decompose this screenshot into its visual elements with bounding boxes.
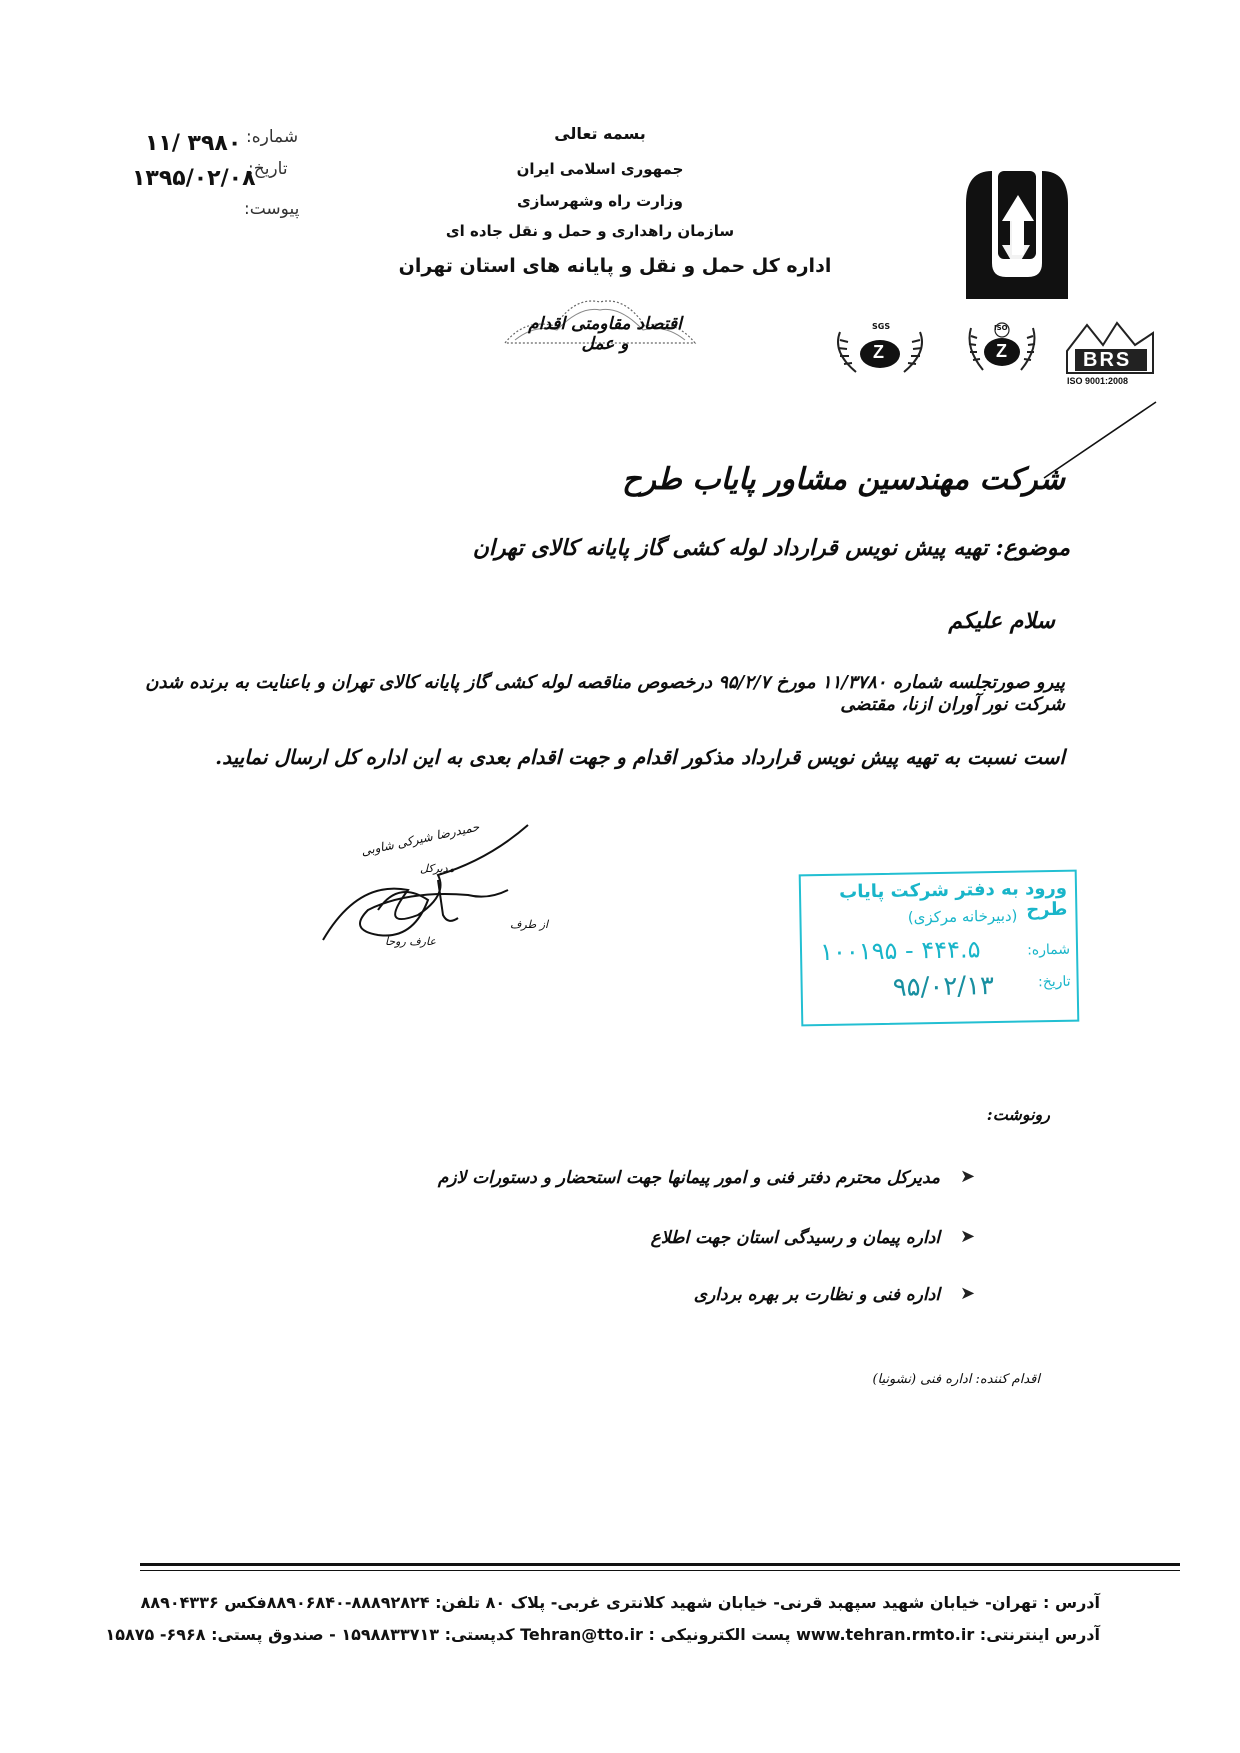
stamp-line-2: (دبیرخانه مرکزی) — [907, 906, 1018, 927]
brs-iso-badge — [1065, 315, 1155, 387]
signature-sub: عارف روحا — [385, 935, 436, 948]
receipt-stamp — [799, 870, 1080, 1027]
number-label: شماره: — [246, 127, 299, 147]
iso-small-text: ISO — [994, 324, 1008, 332]
subject-line: موضوع: تهیه پیش نویس قرارداد لوله کشی گاز پایانه کالای تهران — [472, 535, 1070, 561]
action-by: اقدام کننده: اداره فنی (نشونیا) — [872, 1372, 1040, 1387]
attachment-label: پیوست: — [244, 199, 300, 219]
number-value: ۱۱/ ۳۹۸۰ — [145, 131, 242, 156]
header-republic: جمهوری اسلامی ایران — [516, 160, 684, 178]
footer-address: آدرس : تهران- خیابان شهید سپهبد قرنی- خیابان شهید کلانتری غربی- پلاک ۸۰ تلفن: ۸۸۸۹۲۸۲۴-۸۸۹۰۶۸۴۰فکس ۸۸۹۰۴۳۳۶ — [140, 1593, 1100, 1612]
header-department: اداره کل حمل و نقل و پایانه های استان تهران — [398, 255, 832, 277]
footer-divider — [140, 1563, 1180, 1566]
stamp-date-label: تاریخ: — [1037, 973, 1071, 991]
cc-item-3: اداره فنی و نظارت بر بهره برداری — [693, 1285, 940, 1305]
stamp-number-label: شماره: — [1027, 941, 1071, 959]
cc-item-1: مدیرکل محترم دفتر فنی و امور پیمانها جهت استحضار و دستورات لازم — [437, 1168, 940, 1188]
stamp-number-value: ۱۰۰۱۹۵ - ۴۴۴.۵ — [819, 935, 981, 967]
header-bismillah: بسمه تعالی — [554, 124, 646, 143]
cc-item-2: اداره پیمان و رسیدگی استان جهت اطلاع — [650, 1228, 940, 1248]
from-label: از طرف — [510, 918, 549, 931]
brs-text: BRS — [1083, 349, 1132, 371]
greeting: سلام علیکم — [948, 608, 1055, 634]
recipient: شرکت مهندسین مشاور پایاب طرح — [622, 462, 1065, 497]
cc-title: رونوشت: — [986, 1105, 1050, 1124]
footer-online: آدرس اینترنتی: www.tehran.rmto.ir پست الکترونیکی : Tehran@tto.ir کدپستی: ۱۵۹۸۸۳۳۷۱۳ - صندوق پستی: ۶۹۶۸- ۱۵۸۷۵ — [105, 1625, 1100, 1644]
cc-bullet-icon-3: ➤ — [960, 1283, 976, 1304]
iso-wreath-badge — [963, 318, 1041, 380]
stamp-date-value: ۹۵/۰۲/۱۳ — [892, 971, 995, 1003]
body-line-1: پیرو صورتجلسه شماره ۱۱/۳۷۸۰ مورخ ۹۵/۲/۷ درخصوص مناقصه لوله کشی گاز پایانه کالای تهران و باعنایت به برنده شدن شرکت نور آوران ازنا، مقتضی — [145, 672, 1065, 715]
signer-title: مدیرکل — [420, 862, 455, 875]
header-organization: سازمان راهداری و حمل و نقل جاده ای — [445, 222, 735, 240]
organization-logo — [962, 165, 1072, 303]
date-label: تاریخ: — [248, 159, 288, 179]
sgs-wreath-badge — [830, 320, 930, 380]
cc-bullet-icon-1: ➤ — [960, 1166, 976, 1187]
slogan-text: اقتصاد مقاومتی اقدام و عمل — [528, 314, 682, 354]
signer-name: حمیدرضا شیرکی شاوبی — [359, 819, 481, 859]
z-letter-2: Z — [873, 342, 884, 362]
date-value: ۱۳۹۵/۰۲/۰۸ — [132, 166, 256, 191]
slogan-ornament — [495, 288, 705, 356]
stamp-line-1: ورود به دفتر شرکت پایاب طرح — [838, 877, 1068, 921]
cc-bullet-icon-2: ➤ — [960, 1226, 976, 1247]
z-letter-1: Z — [996, 341, 1007, 361]
iso-standard-text: ISO 9001:2008 — [1067, 376, 1129, 386]
body-line-2: است نسبت به تهیه پیش نویس قرارداد مذکور اقدام و جهت اقدام بعدی به این اداره کل ارسال نمایید. — [215, 745, 1065, 769]
footer-divider-thin — [140, 1570, 1180, 1571]
header-ministry: وزارت راه وشهرسازی — [517, 192, 683, 210]
sgs-small-text: SGS — [872, 322, 891, 331]
